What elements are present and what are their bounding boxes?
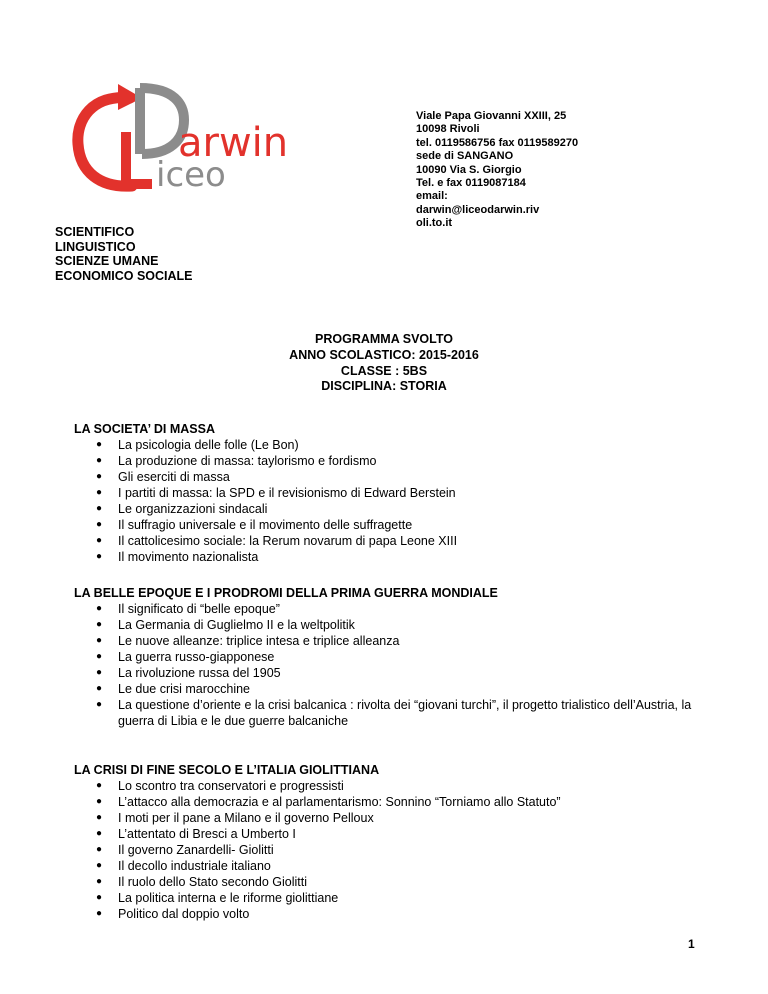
item-text: La psicologia delle folle (Le Bon) xyxy=(118,438,299,452)
section-title: LA CRISI DI FINE SECOLO E L’ITALIA GIOLITTIANA xyxy=(74,763,380,777)
bullet-icon: ● xyxy=(96,551,103,562)
section-societa-di-massa xyxy=(74,421,694,565)
list-item xyxy=(74,665,694,681)
list-item xyxy=(74,697,694,729)
section-title: LA SOCIETA’ DI MASSA xyxy=(74,422,215,436)
bullet-icon: ● xyxy=(96,892,103,903)
item-text: Il governo Zanardelli- Giolitti xyxy=(118,843,274,857)
bullet-icon: ● xyxy=(96,535,103,546)
item-text: La produzione di massa: taylorismo e fordismo xyxy=(118,454,377,468)
program-class: CLASSE : 5BS xyxy=(340,363,428,378)
item-text: La politica interna e le riforme giolittiane xyxy=(118,891,339,905)
bullet-icon: ● xyxy=(96,876,103,887)
list-item xyxy=(74,601,694,617)
liceo-darwin-logo xyxy=(70,80,310,200)
logo-brand-top: arwin xyxy=(178,120,289,166)
list-item xyxy=(74,842,694,858)
bullet-icon: ● xyxy=(96,635,103,646)
item-text: Il movimento nazionalista xyxy=(118,550,259,564)
bullet-icon: ● xyxy=(96,471,103,482)
section-belle-epoque xyxy=(74,585,694,729)
bullet-icon: ● xyxy=(96,503,103,514)
topic-list xyxy=(74,601,694,729)
list-item xyxy=(74,501,694,517)
bullet-icon: ● xyxy=(96,683,103,694)
school-type: ECONOMICO SOCIALE xyxy=(55,268,193,283)
list-item xyxy=(74,617,694,633)
bullet-icon: ● xyxy=(96,828,103,839)
school-address xyxy=(416,110,578,231)
bullet-icon: ● xyxy=(96,780,103,791)
list-item xyxy=(74,437,694,453)
bullet-icon: ● xyxy=(96,844,103,855)
item-text: Le organizzazioni sindacali xyxy=(118,502,268,516)
list-item xyxy=(74,549,694,565)
bullet-icon: ● xyxy=(96,651,103,662)
school-type: SCIENZE UMANE xyxy=(55,254,159,268)
school-types xyxy=(55,225,193,283)
list-item xyxy=(74,858,694,874)
address-line: tel. 0119586756 fax 0119589270 xyxy=(416,136,579,149)
item-text: La guerra russo-giapponese xyxy=(118,650,275,664)
list-item xyxy=(74,810,694,826)
item-text: Il cattolicesimo sociale: la Rerum novarum di papa Leone XIII xyxy=(118,534,458,548)
item-text: I moti per il pane a Milano e il governo Pelloux xyxy=(118,811,374,825)
item-text: Lo scontro tra conservatori e progressisti xyxy=(118,779,344,793)
address-line: Viale Papa Giovanni XXIII, 25 xyxy=(416,110,567,122)
bullet-icon: ● xyxy=(96,487,103,498)
list-item xyxy=(74,649,694,665)
list-item xyxy=(74,633,694,649)
list-item xyxy=(74,906,694,922)
bullet-icon: ● xyxy=(96,812,103,823)
item-text: Le nuove alleanze: triplice intesa e triplice alleanza xyxy=(118,634,400,648)
bullet-icon: ● xyxy=(96,699,103,710)
list-item xyxy=(74,778,694,794)
list-item xyxy=(74,469,694,485)
item-text: Politico dal doppio volto xyxy=(118,907,250,921)
list-item xyxy=(74,453,694,469)
program-header xyxy=(0,332,768,395)
list-item xyxy=(74,826,694,842)
bullet-icon: ● xyxy=(96,439,103,450)
topic-list xyxy=(74,778,694,922)
item-text: L’attacco alla democrazia e al parlamentarismo: Sonnino “Torniamo allo Statuto” xyxy=(118,795,561,809)
address-line: 10090 Via S. Giorgio xyxy=(416,163,522,176)
list-item xyxy=(74,517,694,533)
item-text: Il significato di “belle epoque” xyxy=(118,602,280,616)
address-line: sede di SANGANO xyxy=(416,150,514,163)
page-number: 1 xyxy=(688,937,695,951)
item-text: I partiti di massa: la SPD e il revisionismo di Edward Berstein xyxy=(118,486,456,500)
address-line: email: xyxy=(416,190,448,203)
item-text: Il ruolo dello Stato secondo Giolitti xyxy=(118,875,307,889)
address-line: darwin@liceodarwin.riv xyxy=(416,203,540,216)
section-crisi-fine-secolo xyxy=(74,762,694,922)
item-text: La Germania di Guglielmo II e la weltpolitik xyxy=(118,618,355,632)
program-discipline: DISCIPLINA: STORIA xyxy=(321,379,447,394)
item-text: Gli eserciti di massa xyxy=(118,470,230,484)
item-text: La questione d’oriente e la crisi balcanica : rivolta dei “giovani turchi”, il progetto trialistico dell’Austria, la guerra di Libia e le due guerre balcaniche xyxy=(118,698,692,728)
item-text: Il decollo industriale italiano xyxy=(118,859,271,873)
list-item xyxy=(74,890,694,906)
topic-list xyxy=(74,437,694,565)
bullet-icon: ● xyxy=(96,908,103,919)
item-text: L’attentato di Bresci a Umberto I xyxy=(118,827,296,841)
list-item xyxy=(74,485,694,501)
bullet-icon: ● xyxy=(96,796,103,807)
school-type: SCIENTIFICO xyxy=(55,225,135,239)
program-year: ANNO SCOLASTICO: 2015-2016 xyxy=(289,347,479,362)
bullet-icon: ● xyxy=(96,619,103,630)
list-item xyxy=(74,533,694,549)
bullet-icon: ● xyxy=(96,667,103,678)
bullet-icon: ● xyxy=(96,519,103,530)
bullet-icon: ● xyxy=(96,455,103,466)
list-item xyxy=(74,874,694,890)
program-title: PROGRAMMA SVOLTO xyxy=(315,332,453,346)
bullet-icon: ● xyxy=(96,860,103,871)
item-text: Le due crisi marocchine xyxy=(118,682,251,696)
logo-brand-bottom: iceo xyxy=(156,155,226,195)
list-item xyxy=(74,681,694,697)
address-line: 10098 Rivoli xyxy=(416,123,480,136)
list-item xyxy=(74,794,694,810)
address-line: oli.to.it xyxy=(416,217,453,230)
item-text: La rivoluzione russa del 1905 xyxy=(118,666,281,680)
bullet-icon: ● xyxy=(96,603,103,614)
address-line: Tel. e fax 0119087184 xyxy=(416,177,526,190)
school-type: LINGUISTICO xyxy=(55,239,136,254)
section-title: LA BELLE EPOQUE E I PRODROMI DELLA PRIMA GUERRA MONDIALE xyxy=(74,586,498,600)
item-text: Il suffragio universale e il movimento delle suffragette xyxy=(118,518,413,532)
